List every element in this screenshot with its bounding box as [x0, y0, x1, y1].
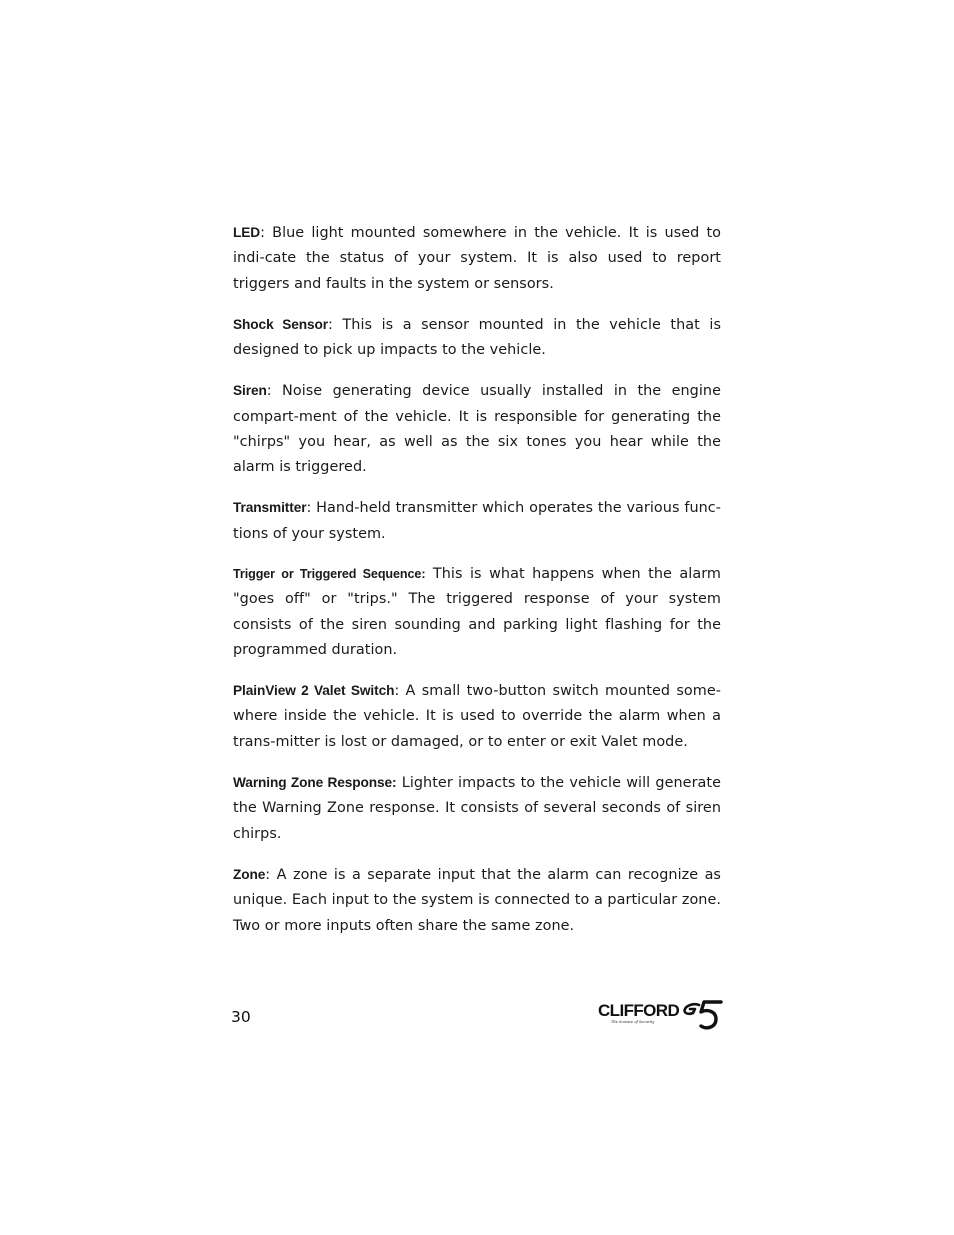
glossary-term: Transmitter	[233, 500, 307, 516]
glossary-definition: : A zone is a separate input that the alarm can recognize as unique. Each input to the system is connected to a particular zone. Two or more inputs often share the same zone.	[233, 866, 721, 934]
glossary-content	[233, 220, 721, 954]
glossary-definition: Lighter impacts to the vehicle will generate the Warning Zone response. It consists of several seconds of siren chirps.	[233, 774, 722, 842]
clifford-g5-logo	[597, 996, 723, 1036]
glossary-definition: : Hand-held transmitter which operates the various func-tions of your system.	[233, 500, 721, 542]
glossary-definition: : Noise generating device usually installed in the engine compart-ment of the vehicle. It is responsible for generating the "chirps" you hear, as well as the six tones you hear while the alarm is triggered.	[233, 383, 721, 476]
glossary-term: Siren	[233, 383, 267, 399]
glossary-term: Shock Sensor	[233, 316, 328, 332]
glossary-entry-warning-zone	[233, 770, 721, 847]
glossary-entry-valet-switch	[233, 678, 721, 755]
glossary-term: Zone	[233, 866, 266, 882]
glossary-entry-trigger	[233, 562, 721, 664]
glossary-entry-zone	[233, 862, 721, 939]
brand-wordmark: CLIFFORD	[598, 1001, 680, 1020]
g5-model-mark	[685, 1002, 721, 1028]
glossary-entry-siren	[233, 378, 721, 481]
glossary-term: LED	[233, 225, 261, 240]
glossary-entry-transmitter	[233, 495, 721, 547]
glossary-entry-led	[233, 220, 721, 297]
glossary-definition: : This is a sensor mounted in the vehicle that is designed to pick up impacts to the vehicle.	[233, 316, 721, 359]
glossary-term: Trigger or Triggered Sequence:	[233, 566, 426, 581]
glossary-definition: This is what happens when the alarm "goes off" or "trips." The triggered response of your system consists of the siren sounding and parking light flashing for the programmed duration.	[233, 565, 721, 659]
glossary-term: Warning Zone Response:	[233, 774, 397, 790]
page-number: 30	[231, 1008, 251, 1026]
glossary-definition: : A small two-button switch mounted some-where inside the vehicle. It is used to override the alarm when a trans-mitter is lost or damaged, or to enter or exit Valet mode.	[233, 683, 721, 750]
glossary-entry-shock-sensor	[233, 312, 721, 364]
brand-tagline: The Science of Security	[611, 1020, 655, 1024]
glossary-term: PlainView 2 Valet Switch	[233, 683, 395, 699]
glossary-definition: : Blue light mounted somewhere in the vehicle. It is used to indi-cate the status of your system. It is also used to report triggers and faults in the system or sensors.	[233, 225, 721, 292]
